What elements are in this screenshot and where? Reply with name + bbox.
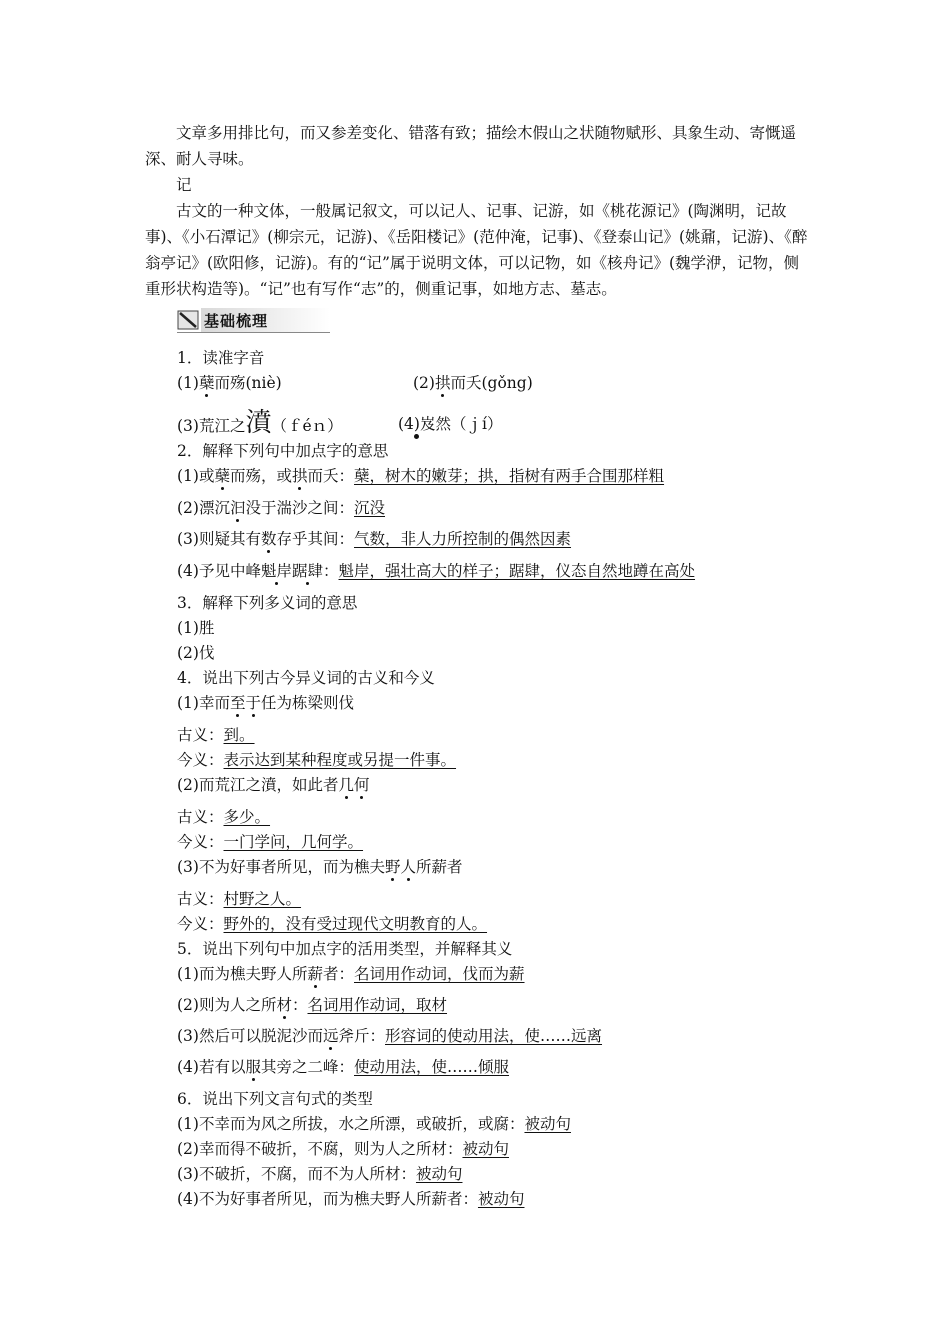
q1-item-2-text: 而夭(gǒng) [450,374,533,392]
q6-item-1-answer: 被动句 [524,1115,571,1133]
q2-item-2-answer: 沉没 [354,499,386,517]
q1-item-1-number: (1) [177,374,199,392]
q4-sentence-2-dotted-2: 何 [353,776,370,794]
q2-item-4-dotted-2: 踞肆 [291,562,323,580]
modern-meaning: 野外的，没有受过现代文明教育的人。 [223,915,488,933]
q1-item-3-text: (3)荒江之 [177,417,246,435]
term-definition: 古文的一种文体，一般属记叙文，可以记人、记事、记游，如《桃花源记》(陶渊明，记故事)、《小石潭记》(柳宗元，记游)、《岳阳楼记》(范仲淹，记事)、《登泰山记》(姚鼐，记游)、《醉翁亭记》(欧阳修，记游)。有的“记”属于说明文体，可以记物，如《核舟记》(魏学洢，记物，侧重形状构造等)。“记”也有写作“志”的，侧重记事，如地方志、墓志。 [145,202,808,298]
q4-sentence-2 [177,774,370,796]
q2-item-4-dotted-1: 魁岸 [260,562,292,580]
ancient-label: 古义： [177,808,224,826]
q6-item-4 [177,1188,524,1210]
q4-sentence-1-dotted-1: 至 [229,694,246,712]
q4-sentence-2-modern [177,831,363,853]
q4-sentence-3-dotted-2: 人 [400,858,416,876]
q5-item-4-dotted: 服 [245,1058,261,1076]
q5-item-1-text: (1)而为樵夫野人所 [177,965,308,983]
intro-paragraph: 文章多用排比句，而又参差变化、错落有致；描绘木假山之状随物赋形、具象生动、寄慨遥深、耐人寻味。 [145,124,797,168]
q2-item-4-answer: 魁岸，强壮高大的样子；踞肆，仪态自然地蹲在高处 [338,562,696,580]
q4-sentence-1-modern [177,749,456,771]
q4-sentence-2-ancient [177,806,270,828]
q2-item-3-text-2: 存乎其间： [276,530,354,548]
modern-label: 今义： [177,915,224,933]
q1-item-1 [177,372,282,394]
q1-item-3-large-char: 濆 [245,408,272,438]
q1-title: 1．读准字音 [177,349,265,367]
q1-item-2-number: (2) [413,374,435,392]
q2-item-2-text: (2)漂沉 [177,499,230,517]
q5-item-2-colon: ： [291,996,308,1014]
q4-sentence-3-ancient [177,888,301,910]
q4-sentence-3-modern [177,913,487,935]
q5-item-1-dotted: 薪 [307,965,323,983]
q6-title: 6．说出下列文言句式的类型 [177,1090,373,1108]
q4-title: 4．说出下列古今异义词的古义和今义 [177,669,435,687]
modern-label: 今义： [177,751,224,769]
q5-item-4-text: (4)若有以 [177,1058,246,1076]
q6-item-3 [177,1163,462,1185]
q5-item-2-dotted: 材 [276,996,292,1014]
q1-item-1-text: 而殇(niè) [214,374,282,392]
q6-item-3-answer: 被动句 [415,1165,463,1183]
q1-item-1-dotted: 蘖 [198,374,215,392]
q5-item-3-answer: 形容词的使动用法，使……远离 [385,1027,603,1045]
q5-item-1-text-2: 者： [322,965,354,983]
q6-item-2-text: (2)幸而得不破折，不腐，则为人之所材： [177,1140,463,1158]
q1-item-2-dotted: 拱 [434,374,451,392]
q5-title: 5．说出下列句中加点字的活用类型，并解释其义 [177,940,513,958]
q4-sentence-3-text-2: 所薪者 [416,858,463,876]
q1-item-4 [398,413,502,435]
q2-item-1-text: (1)或 [177,467,215,485]
modern-meaning: 一门学问，几何学。 [223,833,364,851]
q1-item-3-pinyin: （ｆéｎ） [271,417,343,435]
q2-item-2 [177,497,385,519]
q6-item-2 [177,1138,509,1160]
q5-item-1 [177,963,525,985]
q2-item-4-colon: ： [323,562,339,580]
q4-sentence-1-dotted-2: 于 [245,694,261,712]
q5-item-4-text-2: 其旁之二峰： [260,1058,354,1076]
q2-item-1-text-2: 而殇，或 [229,467,292,485]
q2-item-1-answer: 蘖，树木的嫩芽；拱，指树有两手合围那样粗 [354,467,665,485]
q4-sentence-2-dotted-1: 几 [338,776,354,794]
q2-item-1-dotted-1: 蘖 [214,467,230,485]
q4-sentence-1-text: (1)幸而 [177,694,230,712]
q2-title: 2．解释下列句中加点字的意思 [177,442,389,460]
term-heading: 记 [176,176,192,194]
q5-item-4-answer: 使动用法，使……倾服 [354,1058,510,1076]
q5-item-3-text: (3)然后可以脱泥沙而 [177,1027,323,1045]
q1-item-2 [413,372,533,394]
q2-item-1 [177,465,664,487]
q6-item-1-text: (1)不幸而为风之所拔，水之所漂，或破折，或腐： [177,1115,525,1133]
q6-item-1 [177,1113,571,1135]
q5-item-1-answer: 名词用作动词，伐而为薪 [354,965,525,983]
section-marker-icon [177,310,199,330]
q5-item-2-answer: 名词用作动词，取材 [307,996,448,1014]
q2-item-4-text: (4)予见中峰 [177,562,261,580]
ancient-meaning: 多少。 [223,808,271,826]
ancient-label: 古义： [177,726,224,744]
q4-sentence-3 [177,856,463,878]
q3-item-2: (2)伐 [177,644,215,662]
ancient-meaning: 村野之人。 [223,890,302,908]
q5-item-3-text-2: 斧斤： [338,1027,385,1045]
modern-meaning: 表示达到某种程度或另提一件事。 [223,751,457,769]
q2-item-2-text-2: 没于湍沙之间： [245,499,354,517]
q3-title: 3．解释下列多义词的意思 [177,594,358,612]
modern-label: 今义： [177,833,224,851]
q2-item-3-text: (3)则疑其有 [177,530,261,548]
q4-sentence-2-text: (2)而荒江之濆，如此者 [177,776,339,794]
q6-item-2-answer: 被动句 [462,1140,509,1158]
q5-item-2 [177,994,447,1016]
q6-item-4-text: (4)不为好事者所见，而为樵夫野人所薪者： [177,1190,478,1208]
q5-item-2-text: (2)则为人之所 [177,996,277,1014]
ancient-label: 古义： [177,890,224,908]
q4-sentence-3-text: (3)不为好事者所见，而为樵夫 [177,858,385,876]
q5-item-4 [177,1056,509,1078]
q1-item-4-text: 然（ｊí） [435,415,503,433]
q4-sentence-1 [177,692,354,714]
q4-sentence-1-text-2: 任为栋梁则伐 [261,694,355,712]
q4-sentence-3-dotted-1: 野 [384,858,401,876]
q2-item-2-dotted: 汩 [229,499,246,517]
q6-item-4-answer: 被动句 [477,1190,525,1208]
q1-item-4-dotted: 岌 [419,415,436,433]
q6-item-3-text: (3)不破折，不腐，而不为人所材： [177,1165,416,1183]
q1-item-3 [177,405,343,444]
q2-item-3 [177,528,571,550]
ancient-meaning: 到。 [223,726,255,744]
q2-item-1-dotted-2: 拱 [292,467,308,485]
q5-item-3-dotted: 远 [322,1027,339,1045]
q2-item-4 [177,560,695,582]
q4-sentence-1-ancient [177,724,264,746]
q2-item-3-answer: 气数，非人力所控制的偶然因素 [354,530,572,548]
q2-item-1-text-3: 而夭： [307,467,355,485]
q3-item-1: (1)胜 [177,619,215,637]
q1-item-4-number: (4) [398,415,420,433]
section-title: 基础梳理 [204,312,269,330]
section-header [177,308,330,333]
q2-item-3-dotted: 数 [260,530,277,548]
q5-item-3 [177,1025,602,1047]
intro-block [145,120,810,302]
